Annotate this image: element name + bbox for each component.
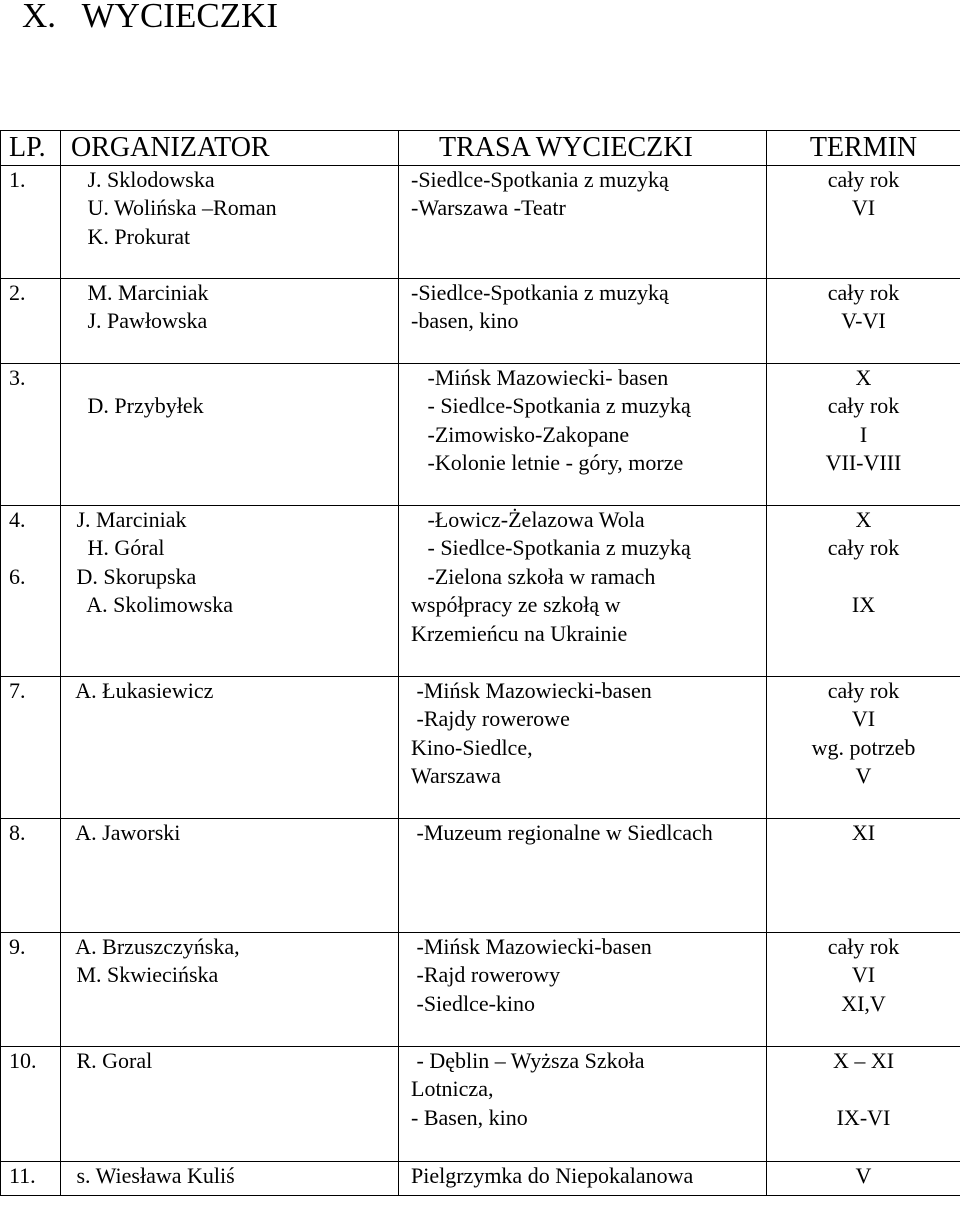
term-cell-line: X – XI	[832, 1048, 895, 1073]
route-cell	[399, 506, 767, 677]
lp-cell-line: 6.	[9, 563, 26, 589]
route-cell-line: - Siedlce-Spotkania z muzyką	[411, 535, 691, 561]
route-cell-line: współpracy ze szkołą w	[411, 592, 621, 618]
organizer-cell-line: R. Goral	[71, 1048, 153, 1073]
lp-cell-line: 1.	[9, 167, 26, 192]
table-row	[1, 677, 960, 819]
route-cell-line: -Zimowisko-Zakopane	[411, 421, 630, 447]
route-cell-line: -Muzeum regionalne w Siedlcach	[411, 820, 713, 845]
route-cell	[399, 364, 767, 506]
term-cell-line: VI	[851, 962, 876, 988]
organizer-cell	[61, 933, 399, 1047]
organizer-cell-line: A. Łukasiewicz	[71, 678, 214, 703]
organizer-cell-line: s. Wiesława Kuliś	[71, 1163, 235, 1188]
term-cell-line: V	[855, 1163, 872, 1188]
lp-cell	[1, 677, 61, 819]
term-cell-line: IX-VI	[836, 1104, 891, 1130]
organizer-cell	[61, 819, 399, 933]
route-cell-line: -Kolonie letnie - góry, morze	[411, 450, 684, 476]
term-cell-line: V-VI	[841, 308, 886, 334]
term-cell-line: IX	[851, 592, 876, 618]
lp-cell	[1, 819, 61, 933]
route-cell	[399, 279, 767, 364]
route-cell	[399, 1047, 767, 1162]
organizer-cell-line: A. Jaworski	[71, 820, 181, 845]
lp-cell-line	[9, 534, 60, 562]
route-cell-line: Krzemieńcu na Ukrainie	[411, 620, 628, 646]
table-row	[1, 933, 960, 1047]
term-cell-line: VI	[851, 706, 876, 732]
term-cell	[767, 506, 960, 677]
term-cell-line: wg. potrzeb	[811, 734, 916, 760]
route-cell-line: -Mińsk Mazowiecki- basen	[411, 365, 669, 390]
organizer-cell-line: K. Prokurat	[71, 223, 191, 249]
term-cell-line	[767, 563, 960, 591]
term-cell-line: cały rok	[827, 280, 900, 305]
lp-cell-line: 7.	[9, 678, 26, 703]
organizer-cell-line: A. Brzuszczyńska,	[71, 934, 240, 959]
term-cell-line: cały rok	[827, 934, 900, 959]
table-row	[1, 1047, 960, 1162]
term-cell-line: cały rok	[827, 167, 900, 192]
organizer-cell	[61, 364, 399, 506]
term-cell-line: VII-VIII	[825, 450, 902, 476]
organizer-cell-line: A. Skolimowska	[71, 592, 233, 618]
route-cell-line: -Rajdy rowerowe	[411, 706, 570, 732]
lp-cell-line: 3.	[9, 365, 26, 390]
table-header-row	[1, 131, 960, 166]
route-cell-line: Warszawa	[411, 763, 501, 789]
organizer-cell-line: J. Pawłowska	[71, 308, 208, 334]
route-cell-line: - Basen, kino	[411, 1104, 528, 1130]
route-cell-line: - Dęblin – Wyższa Szkoła	[411, 1048, 645, 1073]
term-cell-line: cały rok	[827, 535, 900, 561]
table-body	[1, 166, 960, 1196]
lp-cell	[1, 166, 61, 279]
route-cell-line: - Siedlce-Spotkania z muzyką	[411, 393, 691, 419]
route-cell	[399, 1162, 767, 1196]
lp-cell-line: 2.	[9, 280, 26, 305]
route-cell-line: -Warszawa -Teatr	[411, 195, 566, 221]
organizer-cell	[61, 1162, 399, 1196]
organizer-cell-line: J. Marciniak	[71, 507, 187, 532]
organizer-cell-line: D. Skorupska	[71, 563, 197, 589]
lp-cell	[1, 1047, 61, 1162]
route-cell-line: -Siedlce-Spotkania z muzyką	[411, 280, 669, 305]
organizer-cell-line: J. Sklodowska	[71, 167, 215, 192]
lp-cell	[1, 279, 61, 364]
term-cell-line: cały rok	[827, 678, 900, 703]
header-organizer: ORGANIZATOR	[61, 131, 399, 166]
route-cell-line: Kino-Siedlce,	[411, 734, 533, 760]
term-cell	[767, 933, 960, 1047]
lp-cell-line: 10.	[9, 1048, 37, 1073]
term-cell	[767, 279, 960, 364]
organizer-cell-line: D. Przybyłek	[71, 393, 204, 419]
organizer-cell-line: H. Góral	[71, 535, 165, 561]
term-cell-line: X	[855, 507, 872, 532]
page-title: X. WYCIECZKI	[22, 0, 278, 35]
route-cell-line: Lotnicza,	[411, 1076, 494, 1102]
route-cell-line: -basen, kino	[411, 308, 519, 334]
header-term: TERMIN	[767, 131, 960, 166]
route-cell-line: -Mińsk Mazowiecki-basen	[411, 934, 652, 959]
header-route: TRASA WYCIECZKI	[399, 131, 767, 166]
organizer-cell	[61, 677, 399, 819]
lp-cell	[1, 364, 61, 506]
term-cell-line: cały rok	[827, 393, 900, 419]
term-cell-line: XI,V	[841, 990, 886, 1016]
table-row	[1, 1162, 960, 1196]
route-cell-line: Pielgrzymka do Niepokalanowa	[411, 1163, 694, 1188]
lp-cell-line: 9.	[9, 934, 26, 959]
term-cell-line	[767, 1075, 960, 1103]
term-cell	[767, 1162, 960, 1196]
term-cell-line: X	[855, 365, 872, 390]
organizer-cell	[61, 506, 399, 677]
lp-cell-line: 11.	[9, 1163, 36, 1188]
term-cell	[767, 677, 960, 819]
table-row	[1, 364, 960, 506]
term-cell-line: I	[859, 421, 868, 447]
route-cell-line: -Siedlce-kino	[411, 990, 536, 1016]
header-lp: LP.	[1, 131, 61, 166]
route-cell-line: -Mińsk Mazowiecki-basen	[411, 678, 652, 703]
route-cell-line: -Siedlce-Spotkania z muzyką	[411, 167, 669, 192]
term-cell	[767, 364, 960, 506]
term-cell	[767, 819, 960, 933]
route-cell-line: -Rajd rowerowy	[411, 962, 561, 988]
route-cell	[399, 819, 767, 933]
term-cell	[767, 166, 960, 279]
term-cell-line: V	[855, 763, 872, 789]
route-cell-line: -Zielona szkoła w ramach	[411, 563, 656, 589]
term-cell	[767, 1047, 960, 1162]
organizer-cell-line: U. Wolińska –Roman	[71, 195, 277, 221]
term-cell-line: XI	[851, 820, 876, 845]
lp-cell-line: 4.	[9, 507, 26, 532]
organizer-cell	[61, 279, 399, 364]
route-cell	[399, 677, 767, 819]
organizer-cell	[61, 166, 399, 279]
lp-cell	[1, 506, 61, 677]
route-cell	[399, 933, 767, 1047]
organizer-cell-line	[71, 364, 398, 392]
lp-cell	[1, 1162, 61, 1196]
organizer-cell	[61, 1047, 399, 1162]
table-row	[1, 506, 960, 677]
table-row	[1, 819, 960, 933]
lp-cell-line: 8.	[9, 820, 26, 845]
trips-table	[0, 130, 960, 1196]
table-row	[1, 166, 960, 279]
table-row	[1, 279, 960, 364]
organizer-cell-line: M. Marciniak	[71, 280, 209, 305]
route-cell	[399, 166, 767, 279]
organizer-cell-line: M. Skwiecińska	[71, 962, 219, 988]
term-cell-line: VI	[851, 195, 876, 221]
route-cell-line: -Łowicz-Żelazowa Wola	[411, 507, 645, 532]
lp-cell	[1, 933, 61, 1047]
